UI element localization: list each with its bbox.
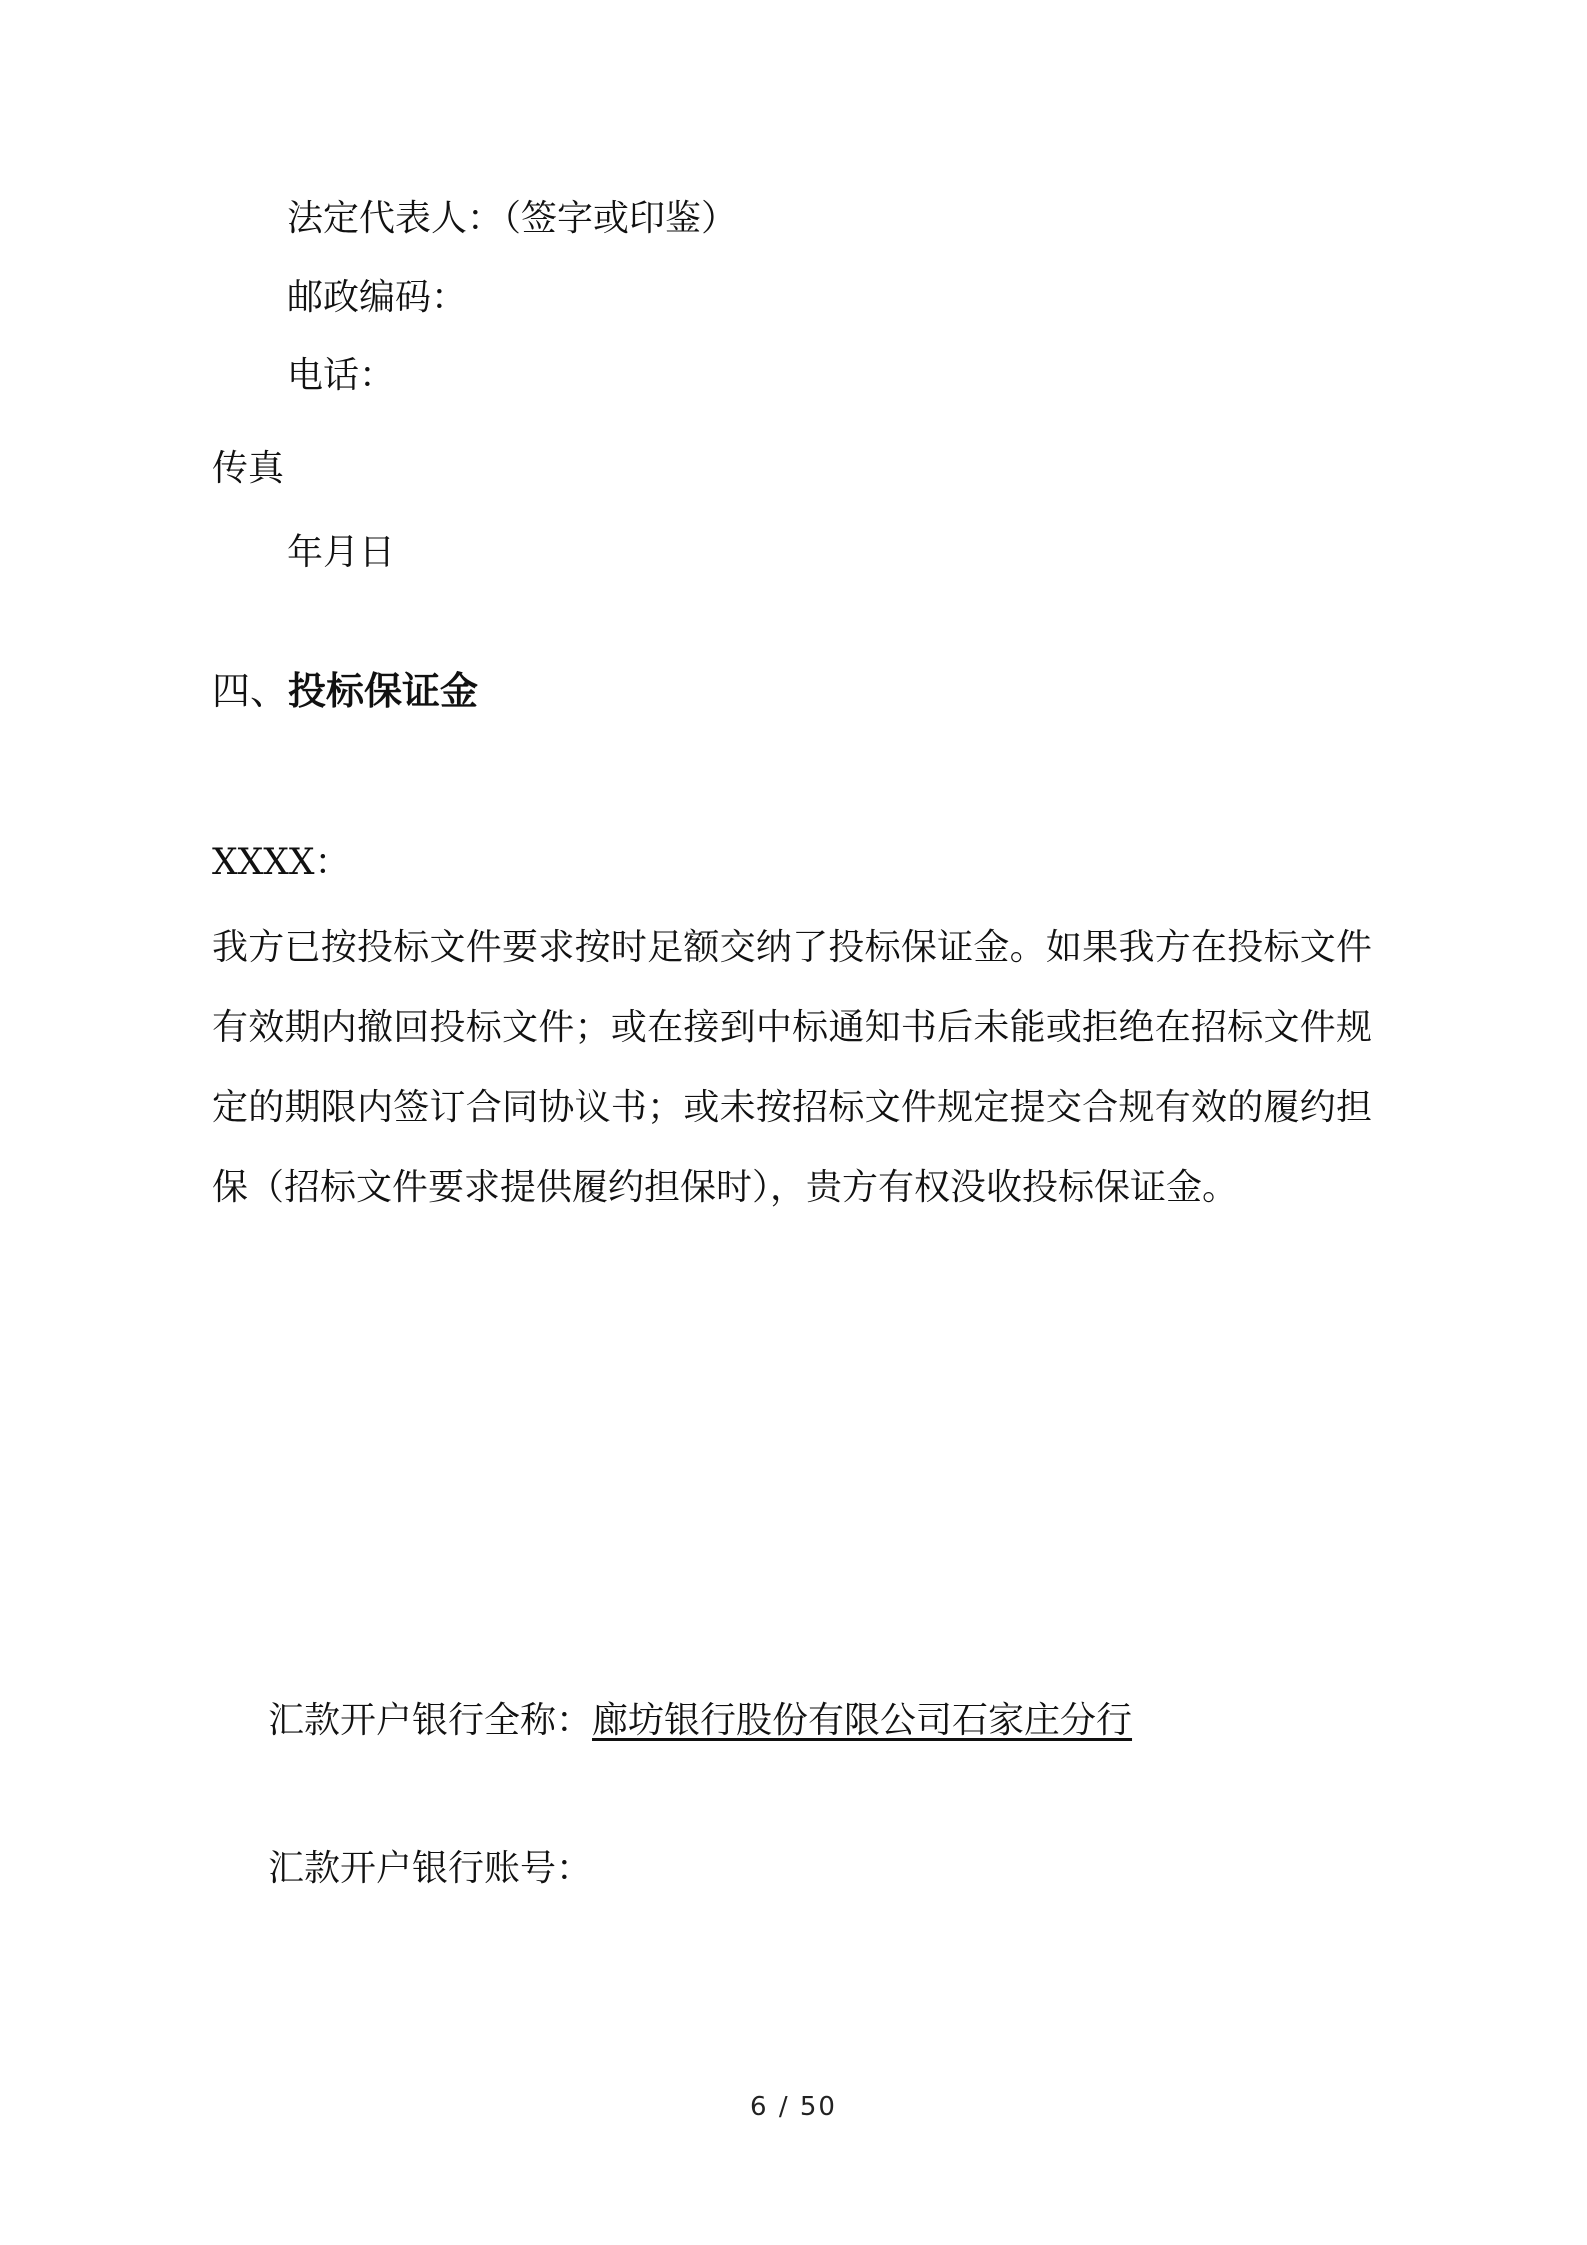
letter-body: 我方已按投标文件要求按时足额交纳了投标保证金。如果我方在投标文件有效期内撤回投标文件；或在接到中标通知书后未能或拒绝在招标文件规定的期限内签订合同协议书；或未按招标文件规定提交合规有效的履约担保（招标文件要求提供履约担保时），贵方有权没收投标保证金。 [212, 927, 1372, 1208]
bank-name-label: 汇款开户银行全称： [268, 1700, 593, 1741]
legal-representative-label: 法定代表人：（签字或印鉴） [287, 198, 738, 239]
page-number: 6 / 50 [750, 2092, 837, 2122]
section-title: 投标保证金 [288, 668, 479, 713]
postal-code-label: 邮政编码： [287, 277, 468, 318]
phone-label: 电话： [287, 355, 396, 396]
fax-label: 传真 [212, 448, 285, 489]
letter-addressee: XXXX： [212, 842, 351, 883]
bank-name-row [268, 1698, 1132, 1744]
date-label: 年月日 [287, 532, 396, 573]
section-number: 四、 [212, 669, 289, 713]
bank-name-value: 廊坊银行股份有限公司石家庄分行 [592, 1700, 1133, 1741]
section-heading [212, 668, 478, 714]
bank-account-label: 汇款开户银行账号： [268, 1848, 593, 1889]
